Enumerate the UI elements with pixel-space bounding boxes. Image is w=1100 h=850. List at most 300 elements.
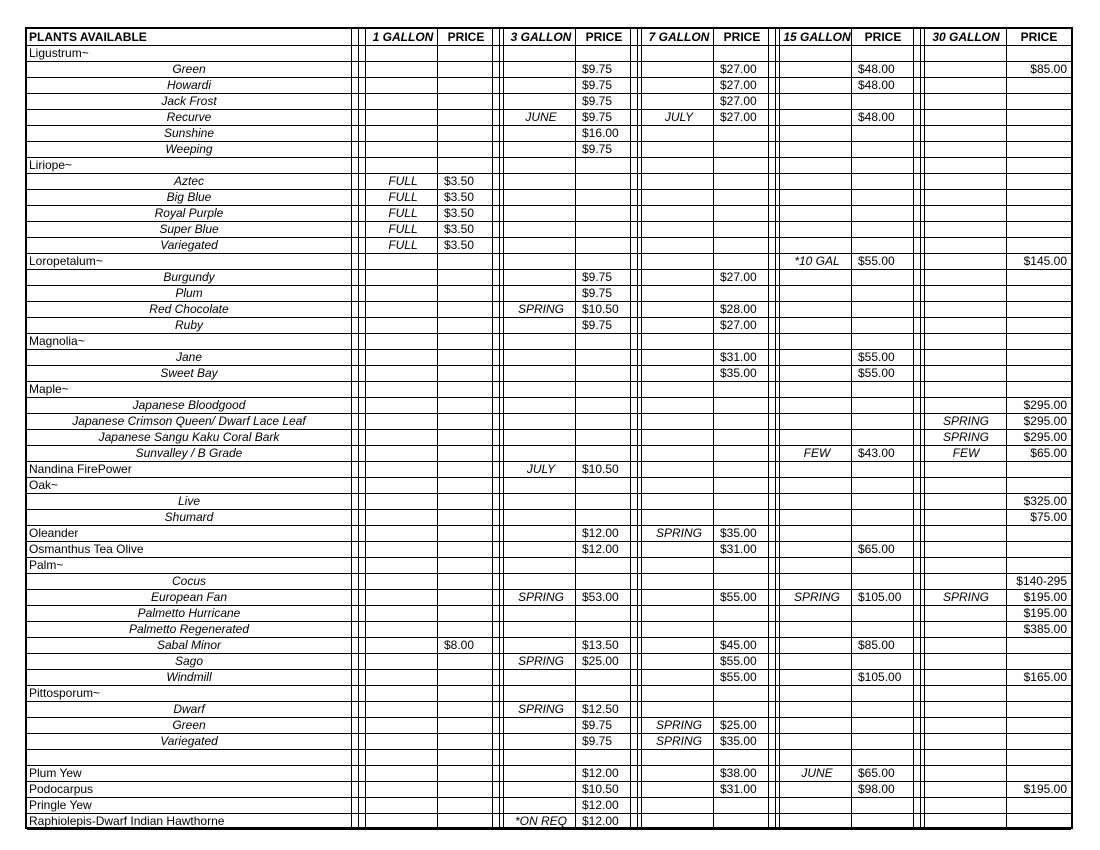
price-cell: [853, 749, 913, 765]
plant-name: Cocus: [171, 574, 206, 588]
availability-cell: SPRING: [942, 414, 989, 428]
availability-cell: [368, 397, 438, 413]
price-cell: $195.00: [1023, 606, 1067, 620]
price-cell: $55.00: [720, 590, 757, 604]
availability-cell: [782, 237, 852, 253]
price-cell: [577, 237, 631, 253]
availability-cell: [782, 509, 852, 525]
price-cell: $9.75: [582, 270, 613, 284]
availability-cell: [644, 621, 714, 637]
table-row: [27, 189, 1071, 206]
price-cell: $53.00: [582, 590, 619, 604]
price-cell: [853, 333, 913, 349]
plant-name: Weeping: [165, 142, 213, 156]
plant-name: Super Blue: [159, 222, 219, 236]
availability-cell: [782, 621, 852, 637]
price-cell: [715, 461, 769, 477]
price-cell: [853, 317, 913, 333]
price-cell: [577, 365, 631, 381]
table-row: [27, 765, 1071, 782]
table-row: [27, 301, 1071, 318]
price-cell: $55.00: [858, 350, 895, 364]
header-1-gallon: 1 GALLON: [372, 30, 434, 44]
price-cell: [715, 189, 769, 205]
availability-cell: [506, 381, 576, 397]
price-cell: [853, 493, 913, 509]
availability-cell: [506, 317, 576, 333]
plant-name: Sweet Bay: [160, 366, 218, 380]
plant-availability-table: [25, 27, 1073, 829]
availability-cell: [368, 781, 438, 797]
price-cell: $65.00: [1030, 446, 1067, 460]
availability-cell: [644, 365, 714, 381]
price-cell: [715, 253, 769, 269]
table-row: [27, 605, 1071, 622]
availability-cell: [644, 61, 714, 77]
availability-cell: [368, 477, 438, 493]
availability-cell: [506, 157, 576, 173]
availability-cell: [644, 205, 714, 221]
availability-cell: [506, 61, 576, 77]
price-cell: [439, 429, 493, 445]
availability-cell: [782, 701, 852, 717]
price-cell: $105.00: [858, 670, 902, 684]
availability-cell: [782, 349, 852, 365]
availability-cell: [506, 221, 576, 237]
price-cell: [853, 461, 913, 477]
plant-name: Plum: [175, 286, 203, 300]
availability-cell: [926, 781, 1006, 797]
availability-cell: [368, 605, 438, 621]
availability-cell: [644, 397, 714, 413]
price-cell: [1007, 301, 1071, 317]
plant-name: Jane: [175, 350, 203, 364]
availability-cell: [368, 253, 438, 269]
availability-cell: [506, 125, 576, 141]
table-row: [27, 125, 1071, 142]
price-cell: [439, 93, 493, 109]
availability-cell: [782, 477, 852, 493]
price-cell: $3.50: [444, 174, 475, 188]
table-row: [27, 397, 1071, 414]
availability-cell: [644, 349, 714, 365]
availability-cell: [926, 141, 1006, 157]
availability-cell: [506, 253, 576, 269]
price-cell: [577, 669, 631, 685]
price-cell: [853, 701, 913, 717]
availability-cell: [644, 541, 714, 557]
table-row: [27, 285, 1071, 302]
price-cell: [715, 477, 769, 493]
column-divider: [492, 29, 493, 827]
price-cell: $3.50: [444, 190, 475, 204]
availability-cell: [644, 237, 714, 253]
availability-cell: [926, 237, 1006, 253]
price-cell: $35.00: [720, 526, 757, 540]
table-row: [27, 333, 1071, 350]
availability-cell: [368, 589, 438, 605]
price-cell: [577, 445, 631, 461]
table-row: [27, 797, 1071, 814]
plant-name: Palm~: [29, 558, 64, 572]
price-cell: [853, 125, 913, 141]
availability-cell: [782, 221, 852, 237]
price-cell: [1007, 477, 1071, 493]
availability-cell: [926, 397, 1006, 413]
price-cell: [577, 413, 631, 429]
plant-name: Red Chocolate: [149, 302, 229, 316]
plant-name: Liriope~: [29, 158, 73, 172]
price-cell: [853, 285, 913, 301]
price-cell: [1007, 205, 1071, 221]
availability-cell: [368, 509, 438, 525]
price-cell: [577, 349, 631, 365]
table-row: [27, 237, 1071, 254]
availability-cell: [506, 605, 576, 621]
price-cell: $3.50: [444, 222, 475, 236]
table-row: [27, 541, 1071, 558]
price-cell: [439, 397, 493, 413]
availability-cell: [644, 637, 714, 653]
availability-cell: [368, 413, 438, 429]
availability-cell: [926, 765, 1006, 781]
price-cell: [853, 477, 913, 493]
availability-cell: [926, 221, 1006, 237]
availability-cell: [926, 45, 1006, 61]
availability-cell: [506, 445, 576, 461]
price-cell: [439, 557, 493, 573]
column-divider: [913, 29, 914, 827]
plant-name: Green: [172, 718, 206, 732]
price-cell: [439, 653, 493, 669]
plant-name: Plum Yew: [29, 766, 82, 780]
price-cell: [439, 445, 493, 461]
plant-name: Sabal Minor: [156, 638, 222, 652]
table-row: [27, 269, 1071, 286]
availability-cell: *10 GAL: [794, 254, 840, 268]
price-cell: [577, 509, 631, 525]
availability-cell: [782, 797, 852, 813]
availability-cell: [782, 205, 852, 221]
table-row: [27, 461, 1071, 478]
availability-cell: [368, 813, 438, 829]
price-cell: [715, 509, 769, 525]
price-cell: [715, 413, 769, 429]
availability-cell: [926, 93, 1006, 109]
availability-cell: [506, 189, 576, 205]
column-divider: [851, 29, 852, 827]
price-cell: [577, 45, 631, 61]
plant-name: Osmanthus Tea Olive: [29, 542, 144, 556]
price-cell: $165.00: [1023, 670, 1067, 684]
table-row: [27, 717, 1071, 734]
price-cell: [439, 285, 493, 301]
availability-cell: [368, 301, 438, 317]
column-divider: [630, 29, 631, 827]
plant-name: Magnolia~: [29, 334, 85, 348]
price-cell: $55.00: [720, 670, 757, 684]
price-cell: $65.00: [858, 766, 895, 780]
availability-cell: [506, 749, 576, 765]
availability-cell: [782, 749, 852, 765]
table-row: [27, 173, 1071, 190]
availability-cell: [926, 669, 1006, 685]
price-cell: $195.00: [1023, 590, 1067, 604]
price-cell: [577, 157, 631, 173]
availability-cell: [926, 749, 1006, 765]
price-cell: $27.00: [720, 110, 757, 124]
availability-cell: [926, 573, 1006, 589]
availability-cell: SPRING: [655, 526, 702, 540]
availability-cell: [926, 61, 1006, 77]
price-cell: $13.50: [582, 638, 619, 652]
price-cell: $25.00: [582, 654, 619, 668]
price-cell: [439, 573, 493, 589]
price-cell: [715, 701, 769, 717]
availability-cell: [506, 285, 576, 301]
table-row: [27, 653, 1071, 670]
availability-cell: [644, 797, 714, 813]
price-cell: [439, 509, 493, 525]
price-cell: [853, 269, 913, 285]
price-cell: [439, 621, 493, 637]
price-cell: [577, 429, 631, 445]
availability-cell: [506, 765, 576, 781]
price-cell: [715, 237, 769, 253]
column-divider: [920, 29, 921, 827]
price-cell: [439, 157, 493, 173]
price-cell: [577, 381, 631, 397]
column-divider: [768, 29, 769, 827]
plant-name: Raphiolepis-Dwarf Indian Hawthorne: [29, 814, 225, 828]
price-cell: [853, 413, 913, 429]
price-cell: [577, 605, 631, 621]
availability-cell: [644, 653, 714, 669]
price-cell: [439, 77, 493, 93]
price-cell: [439, 749, 493, 765]
price-cell: $28.00: [720, 302, 757, 316]
table-row: [27, 669, 1071, 686]
price-cell: $25.00: [720, 718, 757, 732]
column-divider: [779, 29, 780, 827]
availability-cell: [782, 381, 852, 397]
availability-cell: [368, 797, 438, 813]
price-cell: $12.00: [582, 542, 619, 556]
availability-cell: [926, 285, 1006, 301]
availability-cell: [506, 45, 576, 61]
price-cell: [439, 333, 493, 349]
table-row: [27, 749, 1071, 766]
availability-cell: [782, 637, 852, 653]
table-row: [27, 509, 1071, 526]
table-row: [27, 493, 1071, 510]
availability-cell: [506, 509, 576, 525]
availability-cell: [506, 797, 576, 813]
availability-cell: [782, 493, 852, 509]
price-cell: [1007, 77, 1071, 93]
availability-cell: FULL: [388, 174, 418, 188]
availability-cell: [368, 717, 438, 733]
plant-name: Oak~: [29, 478, 59, 492]
table-row: [27, 813, 1071, 830]
header-price-7: PRICE: [723, 30, 761, 44]
availability-cell: [644, 157, 714, 173]
availability-cell: [782, 109, 852, 125]
availability-cell: [644, 813, 714, 829]
availability-cell: [782, 669, 852, 685]
price-cell: $48.00: [858, 110, 895, 124]
price-cell: [1007, 221, 1071, 237]
price-cell: [1007, 685, 1071, 701]
plant-name: Maple~: [29, 382, 69, 396]
availability-cell: [926, 381, 1006, 397]
price-cell: $27.00: [720, 94, 757, 108]
availability-cell: [368, 109, 438, 125]
table-row: [27, 701, 1071, 718]
price-cell: $9.75: [582, 734, 613, 748]
availability-cell: [368, 685, 438, 701]
price-cell: [853, 509, 913, 525]
price-cell: $31.00: [720, 542, 757, 556]
header-plants: PLANTS AVAILABLE: [29, 30, 147, 44]
availability-cell: [782, 557, 852, 573]
availability-cell: [926, 621, 1006, 637]
availability-cell: [368, 445, 438, 461]
availability-cell: JUNE: [525, 110, 557, 124]
availability-cell: [506, 525, 576, 541]
plant-name: Japanese Sangu Kaku Coral Bark: [98, 430, 280, 444]
availability-cell: [782, 45, 852, 61]
price-cell: $9.75: [582, 110, 613, 124]
price-cell: [439, 781, 493, 797]
availability-cell: [368, 701, 438, 717]
availability-cell: SPRING: [517, 302, 564, 316]
availability-cell: [926, 701, 1006, 717]
availability-cell: JULY: [664, 110, 694, 124]
availability-cell: SPRING: [517, 590, 564, 604]
price-cell: [577, 573, 631, 589]
price-cell: $10.50: [582, 782, 619, 796]
price-cell: [577, 397, 631, 413]
availability-cell: FEW: [803, 446, 831, 460]
header-3-gallon: 3 GALLON: [510, 30, 572, 44]
plant-name: Oleander: [29, 526, 79, 540]
plant-name: Palmetto Regenerated: [128, 622, 250, 636]
price-cell: [853, 685, 913, 701]
availability-cell: [368, 45, 438, 61]
price-cell: [853, 605, 913, 621]
price-cell: $295.00: [1023, 414, 1067, 428]
price-cell: [439, 477, 493, 493]
price-cell: $16.00: [582, 126, 619, 140]
availability-cell: [644, 765, 714, 781]
price-cell: $295.00: [1023, 398, 1067, 412]
price-cell: [1007, 797, 1071, 813]
price-cell: [1007, 525, 1071, 541]
plant-name: Sago: [174, 654, 204, 668]
availability-cell: [506, 781, 576, 797]
availability-cell: [368, 493, 438, 509]
header-price-3: PRICE: [585, 30, 623, 44]
availability-cell: [782, 285, 852, 301]
price-cell: [1007, 125, 1071, 141]
price-cell: $8.00: [444, 638, 475, 652]
table-row: [27, 205, 1071, 222]
price-cell: [715, 125, 769, 141]
availability-cell: FULL: [388, 190, 418, 204]
availability-cell: [506, 333, 576, 349]
price-cell: $31.00: [720, 782, 757, 796]
availability-cell: [782, 125, 852, 141]
header-15-gallon: 15 GALLON: [783, 30, 851, 44]
availability-cell: [644, 285, 714, 301]
availability-cell: [782, 317, 852, 333]
column-divider: [365, 29, 366, 827]
availability-cell: [926, 349, 1006, 365]
table-row: [27, 221, 1071, 238]
availability-cell: [368, 269, 438, 285]
price-cell: [439, 765, 493, 781]
plant-name: Jack Frost: [161, 94, 217, 108]
availability-cell: [644, 269, 714, 285]
price-cell: $48.00: [858, 62, 895, 76]
plant-name: Ruby: [174, 318, 203, 332]
availability-cell: [782, 301, 852, 317]
price-cell: [439, 813, 493, 829]
price-cell: [853, 141, 913, 157]
availability-cell: [368, 733, 438, 749]
price-cell: [715, 493, 769, 509]
price-cell: [577, 749, 631, 765]
availability-cell: [506, 621, 576, 637]
column-divider: [503, 29, 504, 827]
price-cell: $9.75: [582, 318, 613, 332]
price-cell: [1007, 93, 1071, 109]
table-row: [27, 109, 1071, 126]
plant-name: Aztec: [173, 174, 204, 188]
price-cell: [1007, 461, 1071, 477]
price-cell: [853, 653, 913, 669]
availability-cell: [926, 461, 1006, 477]
availability-cell: [926, 525, 1006, 541]
availability-cell: [782, 365, 852, 381]
price-cell: [715, 285, 769, 301]
availability-cell: [368, 77, 438, 93]
table-row: [27, 637, 1071, 654]
availability-cell: [368, 541, 438, 557]
availability-cell: [506, 541, 576, 557]
price-cell: [1007, 813, 1071, 829]
price-cell: [439, 589, 493, 605]
column-divider: [924, 29, 925, 827]
availability-cell: [644, 477, 714, 493]
column-divider: [351, 29, 352, 827]
price-cell: [1007, 333, 1071, 349]
price-cell: [577, 205, 631, 221]
table-row: [27, 77, 1071, 94]
availability-cell: [506, 173, 576, 189]
price-cell: [577, 685, 631, 701]
price-cell: [853, 557, 913, 573]
availability-cell: [506, 733, 576, 749]
availability-cell: [368, 317, 438, 333]
price-cell: $295.00: [1023, 430, 1067, 444]
availability-cell: [644, 669, 714, 685]
price-cell: [853, 93, 913, 109]
price-cell: $10.50: [582, 302, 619, 316]
price-cell: [715, 141, 769, 157]
availability-cell: [782, 605, 852, 621]
